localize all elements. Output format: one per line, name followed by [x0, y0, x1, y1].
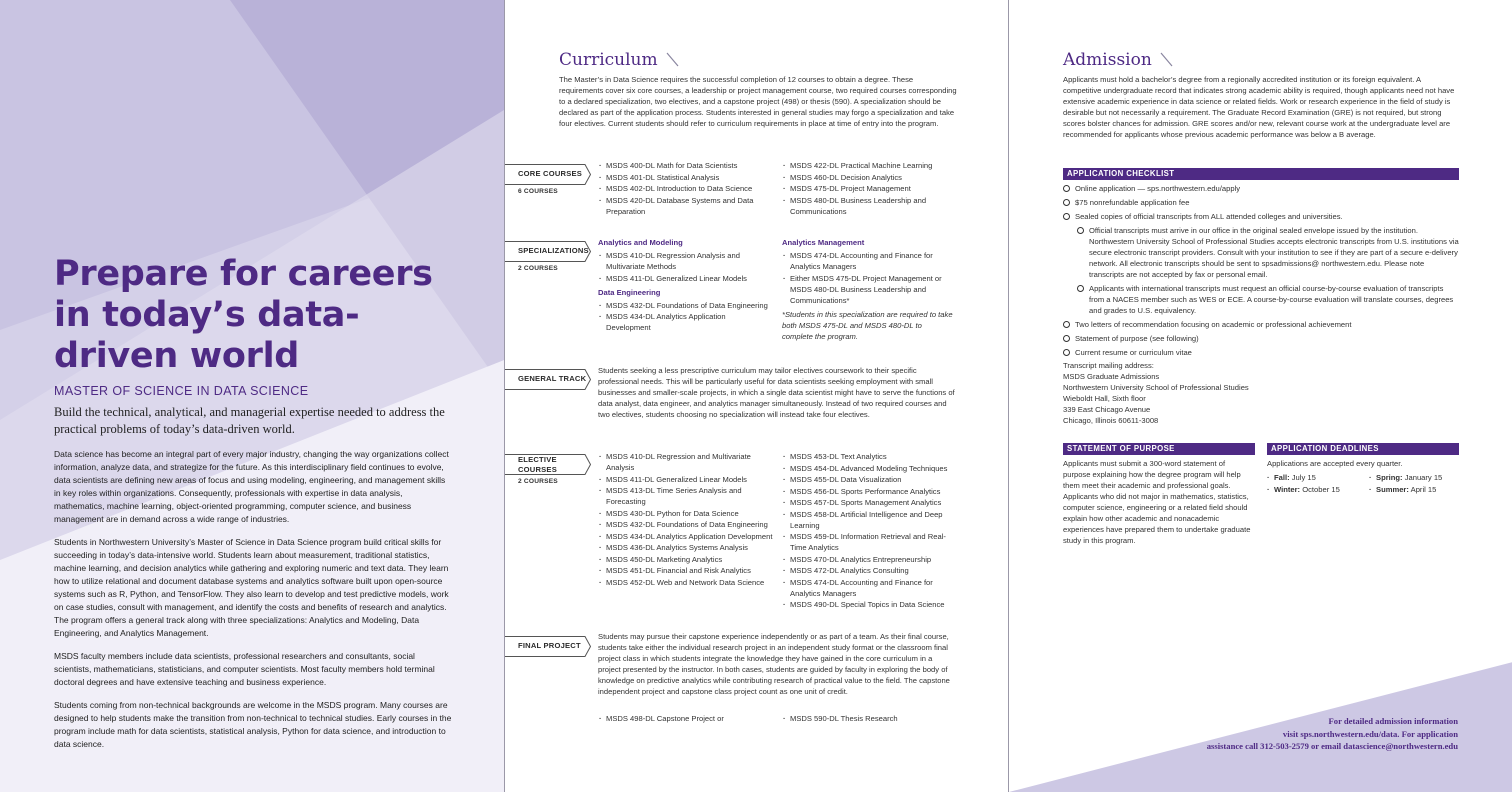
mailing-line: Transcript mailing address: [1063, 361, 1154, 370]
deadline-term: Summer: [1376, 485, 1409, 494]
final-project-label: FINAL PROJECT [518, 641, 581, 650]
admission-panel [1008, 0, 1512, 792]
mailing-line: MSDS Graduate Admissions [1063, 372, 1160, 381]
deadline-spring [1369, 472, 1442, 483]
statement-of-purpose-text: Applicants must submit a 300-word statement of purpose explaining how the degree program will help them meet their academic and professional goals. Applicants who did not major in mathematics, statistics, computer science, engineering or a related field should explain how other academic and nonacademic experiences have prepared them to undertake graduate study in this program. [1063, 459, 1251, 545]
elective-courses-label [518, 455, 557, 474]
core-courses-count: 6 COURSES [518, 188, 558, 195]
elective-col2 [782, 451, 958, 611]
course-item: · MSDS 490-DL Special Topics in Data Science [782, 599, 958, 610]
checklist-heading: APPLICATION CHECKLIST [1063, 168, 1459, 180]
mailing-line: Chicago, Illinois 60611-3008 [1063, 416, 1159, 425]
body-paragraph: Students coming from non-technical backgrounds are welcome in the MSDS program. Many courses are designed to help students make the transition from non-technical to technical studies. Early courses in the program include math for data scientists, statistical analysis, Python for data science, and introduction to data science. [54, 700, 452, 749]
checklist-item: Current resume or curriculum vitae [1063, 347, 1459, 358]
deadline-winter [1267, 484, 1340, 495]
course-item: · MSDS 472-DL Analytics Consulting [782, 565, 958, 576]
course-item: · MSDS 455-DL Data Visualization [782, 474, 958, 485]
course-item: · Either MSDS 475-DL Project Management or MSDS 480-DL Business Leadership and Communications* [782, 273, 954, 306]
course-item: · MSDS 411-DL Generalized Linear Models [598, 273, 770, 284]
course-item: · MSDS 411-DL Generalized Linear Models [598, 474, 774, 485]
core-courses-col2 [782, 160, 954, 217]
course-item: · MSDS 458-DL Artificial Intelligence and Deep Learning [782, 509, 958, 531]
curriculum-intro: The Master’s in Data Science requires the successful completion of 12 courses to obtain a degree. These requirements cover six core courses, a leadership or project management course, two required courses corresponding to a declared specialization, two electives, and a capstone project (498) or thesis (590). A specialization should be declared as part of the application process. Students interested in general studies may forgo a specialization and take four electives. Current students should refer to curriculum requirements in place at time of entry into the program. [559, 75, 957, 128]
course-item: · MSDS 480-DL Business Leadership and Communications [782, 195, 954, 217]
body-paragraph: Data science has become an integral part of every major industry, changing the way organizations collect information, analyze data, and strategize for the future. As this interdisciplinary field continues to evolve, data scientists are defining new areas of focus and using modeling, engineering, and management skills in key roles within organizations. Consequently, professionals with expertise in data analysis, mathematics, machine learning, object-oriented programming, computer science, and business management are in demand across a wide range of industries. [54, 449, 449, 524]
deadlines-intro: Applications are accepted every quarter. [1267, 459, 1403, 468]
deadline-term: Spring: [1376, 473, 1403, 482]
core-courses-label: CORE COURSES [518, 169, 583, 178]
final-project-col2 [782, 713, 958, 725]
footer-line[interactable]: assistance call 312-503-2579 or email datascience@northwestern.edu [1206, 741, 1458, 751]
deadline-term: Winter: [1274, 485, 1301, 494]
deadline-date: January 15 [1404, 473, 1443, 482]
application-checklist [1063, 183, 1459, 361]
specialization-col2 [782, 237, 954, 342]
elective-courses-count: 2 COURSES [518, 478, 558, 485]
specializations-count: 2 COURSES [518, 265, 558, 272]
course-item: · MSDS 498-DL Capstone Project or [598, 713, 774, 724]
contact-footer [1207, 715, 1458, 753]
course-item: · MSDS 400-DL Math for Data Scientists [598, 160, 770, 171]
mailing-line: 339 East Chicago Avenue [1063, 405, 1151, 414]
course-item: · MSDS 590-DL Thesis Research [782, 713, 958, 724]
course-item: · MSDS 452-DL Web and Network Data Science [598, 577, 774, 588]
general-track-text: Students seeking a less prescriptive curriculum may tailor electives coursework to their specific professional needs. This will be particularly useful for data scientists seeking employment with small businesses and smaller-scale projects, in which a single data scientist might have to serve the functions of data analyst, data engineer, and analytics manager simultaneously. Instead of two required courses and two electives, students choosing no specialization will instead take four electives. [598, 366, 955, 419]
elective-col1 [598, 451, 774, 588]
course-item: · MSDS 432-DL Foundations of Data Engineering [598, 300, 770, 311]
specializations-label: SPECIALIZATIONS [518, 246, 589, 255]
curriculum-title-text: Curriculum [559, 50, 658, 70]
curriculum-panel [504, 0, 1008, 792]
admission-intro: Applicants must hold a bachelor’s degree from a regionally accredited institution or its foreign equivalent. A competitive undergraduate record that indicates strong academic ability is required, though applicants need not have extensive academic experience in data science or related fields. Work or research experience in the field of study is desirable but not necessarily a requirement. The Graduate Record Examination (GRE) is not required, but strong scores bolster chances for admission. GRE scores and/or new, relevant course work at the undergraduate level are recommended for applicants whose previous academic performance was below a B average. [1063, 75, 1455, 139]
left-panel [0, 0, 504, 792]
course-item: · MSDS 454-DL Advanced Modeling Techniques [782, 463, 958, 474]
analytics-modeling-heading: Analytics and Modeling [598, 238, 683, 247]
course-item: · MSDS 460-DL Decision Analytics [782, 172, 954, 183]
course-item: · MSDS 470-DL Analytics Entrepreneurship [782, 554, 958, 565]
deadline-fall [1267, 472, 1316, 483]
checklist-item: Sealed copies of official transcripts from ALL attended colleges and universities. [1063, 211, 1459, 222]
course-item: · MSDS 456-DL Sports Performance Analytics [782, 486, 958, 497]
course-item: · MSDS 474-DL Accounting and Finance for Analytics Managers [782, 577, 958, 599]
course-item: · MSDS 413-DL Time Series Analysis and Forecasting [598, 485, 774, 507]
lede: Build the technical, analytical, and managerial expertise needed to address the practical problems of today’s data-driven world. [54, 405, 445, 436]
checklist-subitem: Applicants with international transcripts must request an official course-by-course evaluation of transcripts from a NACES member such as WES or ECE. A course-by-course evaluation will translate courses, degrees and grades to U.S. equivalency. [1077, 283, 1459, 316]
course-item: · MSDS 422-DL Practical Machine Learning [782, 160, 954, 171]
general-track-label: GENERAL TRACK [518, 374, 587, 383]
course-item: · MSDS 459-DL Information Retrieval and Real-Time Analytics [782, 531, 958, 553]
footer-line[interactable]: visit sps.northwestern.edu/data. For application [1282, 728, 1458, 739]
final-project-col1 [598, 713, 774, 725]
slash-icon [666, 52, 679, 67]
general-track-tag [505, 369, 591, 390]
mailing-line: Wieboldt Hall, Sixth floor [1063, 394, 1146, 403]
course-item: · MSDS 430-DL Python for Data Science [598, 508, 774, 519]
checklist-item: Two letters of recommendation focusing on academic or professional achievement [1063, 319, 1459, 330]
core-courses-col1 [598, 160, 770, 217]
analytics-management-heading: Analytics Management [782, 238, 865, 247]
headline: Prepare for careers in today’s data- driven world [54, 254, 433, 376]
statement-of-purpose-heading: STATEMENT OF PURPOSE [1063, 443, 1255, 455]
specialization-note: *Students in this specialization are required to take both MSDS 475-DL and MSDS 480-DL to complete the program. [782, 309, 953, 341]
checklist-item: Online application — sps.northwestern.edu/apply [1063, 183, 1459, 194]
course-item: · MSDS 401-DL Statistical Analysis [598, 172, 770, 183]
body-paragraph: Students in Northwestern University’s Master of Science in Data Science program build critical skills for succeeding in today’s data-intensive world. Students learn about measurement, traditional statistics, machine learning, and decision analytics while gathering and exploring numeric and text data. They learn how to utilize relational and document database systems and analytics software built upon open-source systems such as R, Python, and TensorFlow. They also learn to develop and test predictive models, work on case studies, consult with management, and identify the costs and benefits of research and analytics. The program offers a general track along with three specializations: Analytics and Modeling, Data Engineering, and Analytics Management. [54, 537, 449, 638]
course-item: · MSDS 474-DL Accounting and Finance for Analytics Managers [782, 250, 954, 272]
course-item: · MSDS 434-DL Analytics Application Development [598, 531, 774, 542]
course-item: · MSDS 432-DL Foundations of Data Engineering [598, 519, 774, 530]
checklist-subitem: Official transcripts must arrive in our office in the original sealed envelope issued by the institution. Northwestern University School of Professional Studies accepts electronic transcripts from U.S. institutions via secure electronic transcript providers. Consult with your institution to see if they are part of a secure e-delivery network. All electronic transcripts should be sent to spsadmissions@ northwestern.edu. Please note transcripts are not accepted by fax or personal email. [1077, 225, 1459, 280]
course-item: · MSDS 457-DL Sports Management Analytics [782, 497, 958, 508]
course-item: · MSDS 420-DL Database Systems and Data Preparation [598, 195, 770, 217]
elective-label-line2: COURSES [518, 464, 557, 474]
deadline-term: Fall: [1274, 473, 1290, 482]
mailing-address [1063, 360, 1249, 426]
specialization-col1 [598, 237, 770, 334]
deadline-date: April 15 [1410, 485, 1437, 494]
deadlines-heading: APPLICATION DEADLINES [1267, 443, 1459, 455]
course-item: · MSDS 410-DL Regression and Multivariate Analysis [598, 451, 774, 473]
core-courses-tag [505, 164, 591, 185]
mailing-line: Northwestern University School of Professional Studies [1063, 383, 1249, 392]
course-item: · MSDS 402-DL Introduction to Data Science [598, 183, 770, 194]
checklist-item: Statement of purpose (see following) [1063, 333, 1459, 344]
deadline-date: October 15 [1302, 485, 1340, 494]
curriculum-title [559, 50, 679, 70]
elective-label-line1: ELECTIVE [518, 455, 557, 464]
final-project-text: Students may pursue their capstone experience independently or as part of a team. As their final course, students take either the individual research project in an independent study format or the classroom final project class in which students integrate the knowledge they have gained in the core curriculum in a project presented by the instructor. In both cases, students are guided by faculty in exploring the body of knowledge on predictive analytics while contributing research of practical value to the field. The capstone independent project and capstone class project count as one unit of credit. [598, 632, 950, 696]
checklist-item: $75 nonrefundable application fee [1063, 197, 1459, 208]
course-item: · MSDS 434-DL Analytics Application Development [598, 311, 770, 333]
deadline-date: July 15 [1291, 473, 1316, 482]
course-item: · MSDS 450-DL Marketing Analytics [598, 554, 774, 565]
course-item: · MSDS 410-DL Regression Analysis and Multivariate Methods [598, 250, 770, 272]
left-content [54, 254, 454, 751]
final-project-tag [505, 636, 591, 657]
course-item: · MSDS 453-DL Text Analytics [782, 451, 958, 462]
admission-title-text: Admission [1063, 50, 1152, 70]
admission-title [1063, 50, 1173, 70]
data-engineering-heading: Data Engineering [598, 287, 661, 297]
course-item: · MSDS 475-DL Project Management [782, 183, 954, 194]
deadline-summer [1369, 484, 1436, 495]
body-paragraph: MSDS faculty members include data scientists, professional researchers and consultants, social scientists, mathematicians, statisticians, and computer scientists. Most faculty members hold terminal doctoral degrees and have extensive teaching and business experience. [54, 651, 435, 687]
elective-courses-tag [505, 454, 591, 475]
specializations-tag [505, 241, 591, 262]
degree-name: MASTER OF SCIENCE IN DATA SCIENCE [54, 384, 309, 398]
footer-line: For detailed admission information [1328, 716, 1458, 726]
slash-icon [1160, 52, 1173, 67]
course-item: · MSDS 436-DL Analytics Systems Analysis [598, 542, 774, 553]
course-item: · MSDS 451-DL Financial and Risk Analytics [598, 565, 774, 576]
